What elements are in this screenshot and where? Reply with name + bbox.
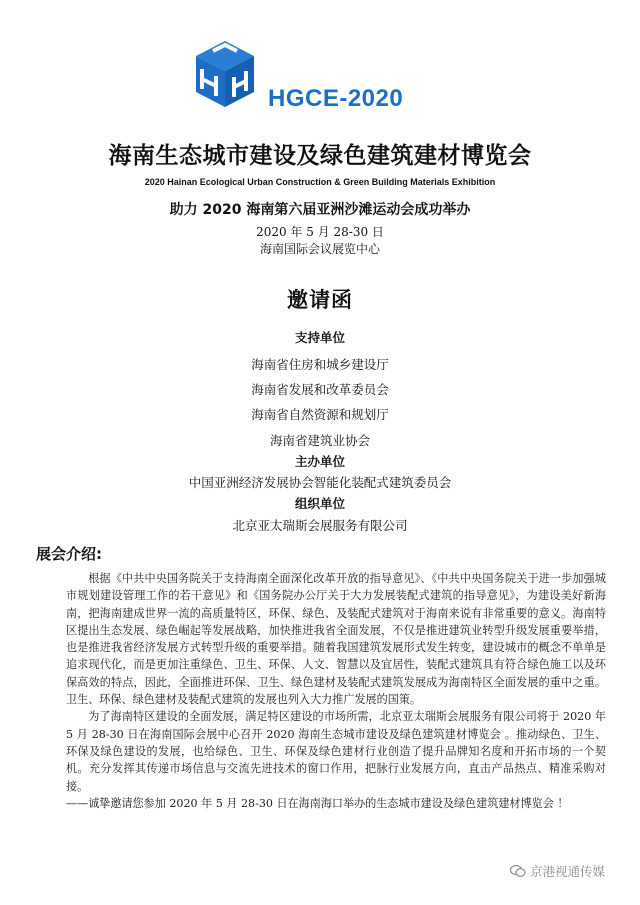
host-unit-label: 主办单位 (294, 454, 345, 469)
organizer-unit: 北京亚太瑞斯会展服务有限公司 (232, 518, 408, 533)
intro-paragraph: 根据《中共中央国务院关于支持海南全面深化改革开放的指导意见》、《中共中央国务院关于进一步加强城市规划建设管理工作的若干意见》和《国务院办公厅关于大力发展装配式建筑的指导意见》，为建设美好新海南，把海南建成世界一流的高质量特区，环保、绿色、及装配式建筑对于海南来说有非常重要的意义。海南特区提出生态发展、绿色崛起等发展战略，加快推进我省全面发展，不仅是推进建筑业转型升级发展重要举措，也是推进我省经济发展方式转型升级的重要举措。随着我国建筑发展形式发生转变，建设城市的概念不单单是追求现代化，而是更加注重绿色、卫生、环保、人文、智慧以及宜居性，装配式建筑具有符合绿色施工以及环保高效的特点，因此，全面推进环保、卫生、绿色建材及装配式建筑发展成为海南特区全面发展的重中之重。卫生、环保、绿色建材及装配式建筑的发展也列入大力推广发展的国策。 (66, 572, 606, 707)
intro-title: 展会介绍: (36, 545, 102, 563)
watermark-text: 京港视通传媒 (530, 864, 606, 879)
exhibition-venue: 海南国际会议展览中心 (259, 242, 380, 256)
host-unit: 中国亚洲经济发展协会智能化装配式建筑委员会 (188, 475, 452, 490)
exhibition-title-cn: 海南生态城市建设及绿色建筑建材博览会 (108, 143, 532, 169)
invitation-title: 邀请函 (287, 288, 353, 312)
organizer-unit-label: 组织单位 (294, 496, 345, 511)
supporting-unit: 海南省住房和城乡建设厅 (251, 357, 389, 372)
exhibition-title-en: 2020 Hainan Ecological Urban Construction & Green Building Materials Exhibition (144, 177, 496, 187)
intro-body (66, 570, 606, 812)
wechat-icon (510, 864, 526, 878)
intro-closing: ——诚挚邀请您参加 2020 年 5 月 28-30 日在海南海口举办的生态城市建设及绿色建筑建材博览会 ！ (66, 796, 569, 810)
intro-paragraph: 为了海南特区建设的全面发展，满足特区建设的市场所需，北京亚太瑞斯会展服务有限公司将于 2020 年 5 月 28-30 日在海南国际会展中心召开 2020 海南生态城市建设及绿色建筑建材博览会 。推动绿色、卫生、环保及绿色建设的发展，也给绿色、卫生、环保及绿色建材行业创造了提升品牌知名度和开拓市场的一个契机。充分发挥其传递市场信息与交流先进技术的窗口作用，把脉行业发展方向，直击产品热点、精准采购对接。 (66, 710, 606, 793)
exhibition-date: 2020 年 5 月 28-30 日 (256, 225, 384, 239)
exhibition-subtitle: 助力 2020 海南第六届亚洲沙滩运动会成功举办 (169, 202, 471, 218)
supporting-unit: 海南省建筑业协会 (269, 433, 370, 448)
supporting-unit: 海南省自然资源和规划厅 (251, 407, 389, 422)
supporting-units-label: 支持单位 (294, 330, 345, 345)
hgce-cube-logo-icon (188, 37, 262, 111)
watermark (510, 862, 605, 880)
supporting-unit: 海南省发展和改革委员会 (251, 382, 389, 397)
brand-name: HGCE-2020 (268, 85, 404, 112)
